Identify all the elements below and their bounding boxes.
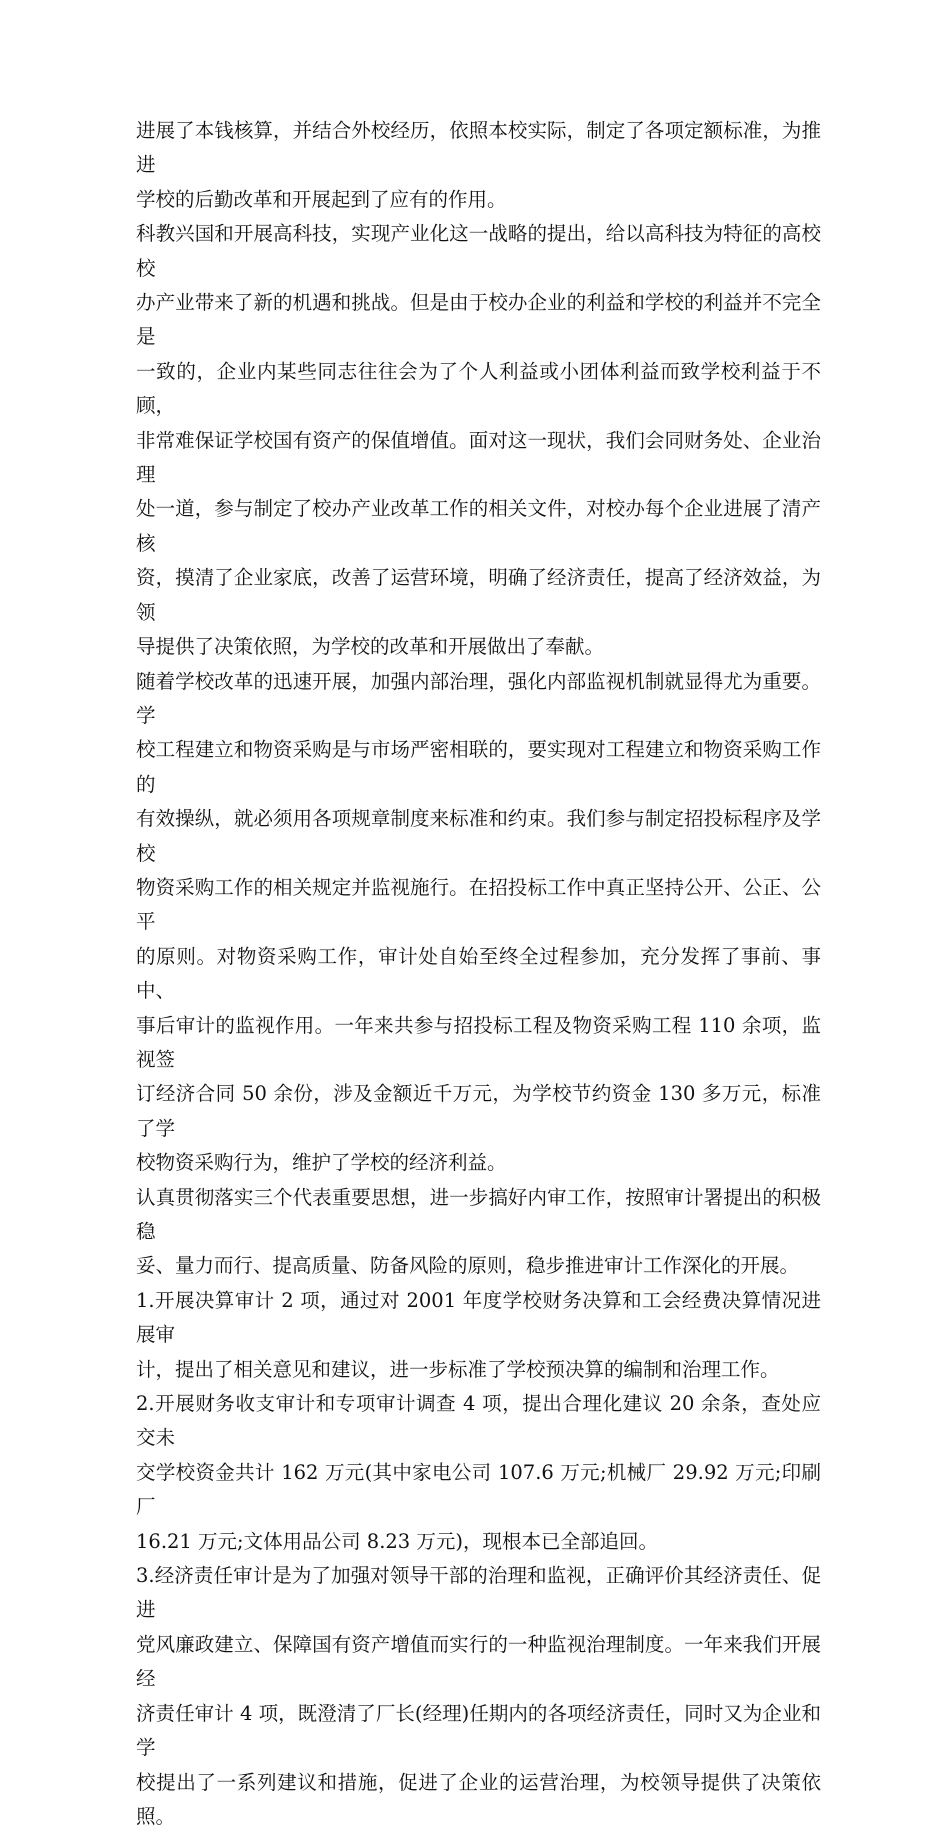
document-body: [136, 114, 821, 1834]
list-item-financial-audit: 2.开展财务收支审计和专项审计调查 4 项，提出合理化建议 20 余条，查处应交未 交学校资金共计 162 万元(其中家电公司 107.6 万元;机械厂 29.92 万元;印刷厂 16.21 万元;文体用品公司 8.23 万元)，现根本已全部追回。: [136, 1392, 821, 1553]
list-item-final-accounts-audit: 1.开展决算审计 2 项，通过对 2001 年度学校财务决算和工会经费决算情况进展审 计，提出了相关意见和建议，进一步标准了学校预决算的编制和治理工作。: [136, 1288, 821, 1381]
paragraph-school-industry: 科教兴国和开展高科技，实现产业化这一战略的提出，给以高科技为特征的高校校 办产业带来了新的机遇和挑战。但是由于校办企业的利益和学校的利益并不完全是 一致的，企业内某些同志往往会为了个人利益或小团体利益而致学校利益于不顾， 非常难保证学校国有资产的保值增值。面对这一现状，我们会同财务处、企业治理 处一道，参与制定了校办产业改革工作的相关文件，对校办每个企业进展了清产核 资，摸清了企业家底，改善了运营环境，明确了经济责任，提高了经济效益，为领 导提供了决策依照，为学校的改革和开展做出了奉献。: [136, 222, 821, 659]
paragraph-procurement-supervision: 随着学校改革的迅速开展，加强内部治理，强化内部监视机制就显得尤为重要。学 校工程建立和物资采购是与市场严密相联的，要实现对工程建立和物资采购工作的 有效操纵，就必须用各项规章制度来标准和约束。我们参与制定招投标程序及学校 物资采购工作的相关规定并监视施行。在招投标工作中真正坚持公开、公正、公平 的原则。对物资采购工作，审计处自始至终全过程参加，充分发挥了事前、事中、 事后审计的监视作用。一年来共参与招投标工程及物资采购工程 110 余项，监视签 订经济合同 50 余份，涉及金额近千万元，为学校节约资金 130 多万元，标准了学 校物资采购行为，维护了学校的经济利益。: [136, 669, 821, 1175]
list-item-economic-responsibility-audit: 3.经济责任审计是为了加强对领导干部的治理和监视，正确评价其经济责任、促进 党风廉政建立、保障国有资产增值而实行的一种监视治理制度。一年来我们开展经 济责任审计 4 项，既澄清了厂长(经理)任期内的各项经济责任，同时又为企业和学 校提出了一系列建议和措施，促进了企业的运营治理，为校领导提供了决策依照。: [136, 1564, 821, 1828]
paragraph-cost-accounting: 进展了本钱核算，并结合外校经历，依照本校实际，制定了各项定额标准，为推进 学校的后勤改革和开展起到了应有的作用。: [136, 119, 821, 211]
paragraph-three-represents: 认真贯彻落实三个代表重要思想，进一步搞好内审工作，按照审计署提出的积极稳 妥、量力而行、提高质量、防备风险的原则，稳步推进审计工作深化的开展。: [136, 1185, 821, 1278]
